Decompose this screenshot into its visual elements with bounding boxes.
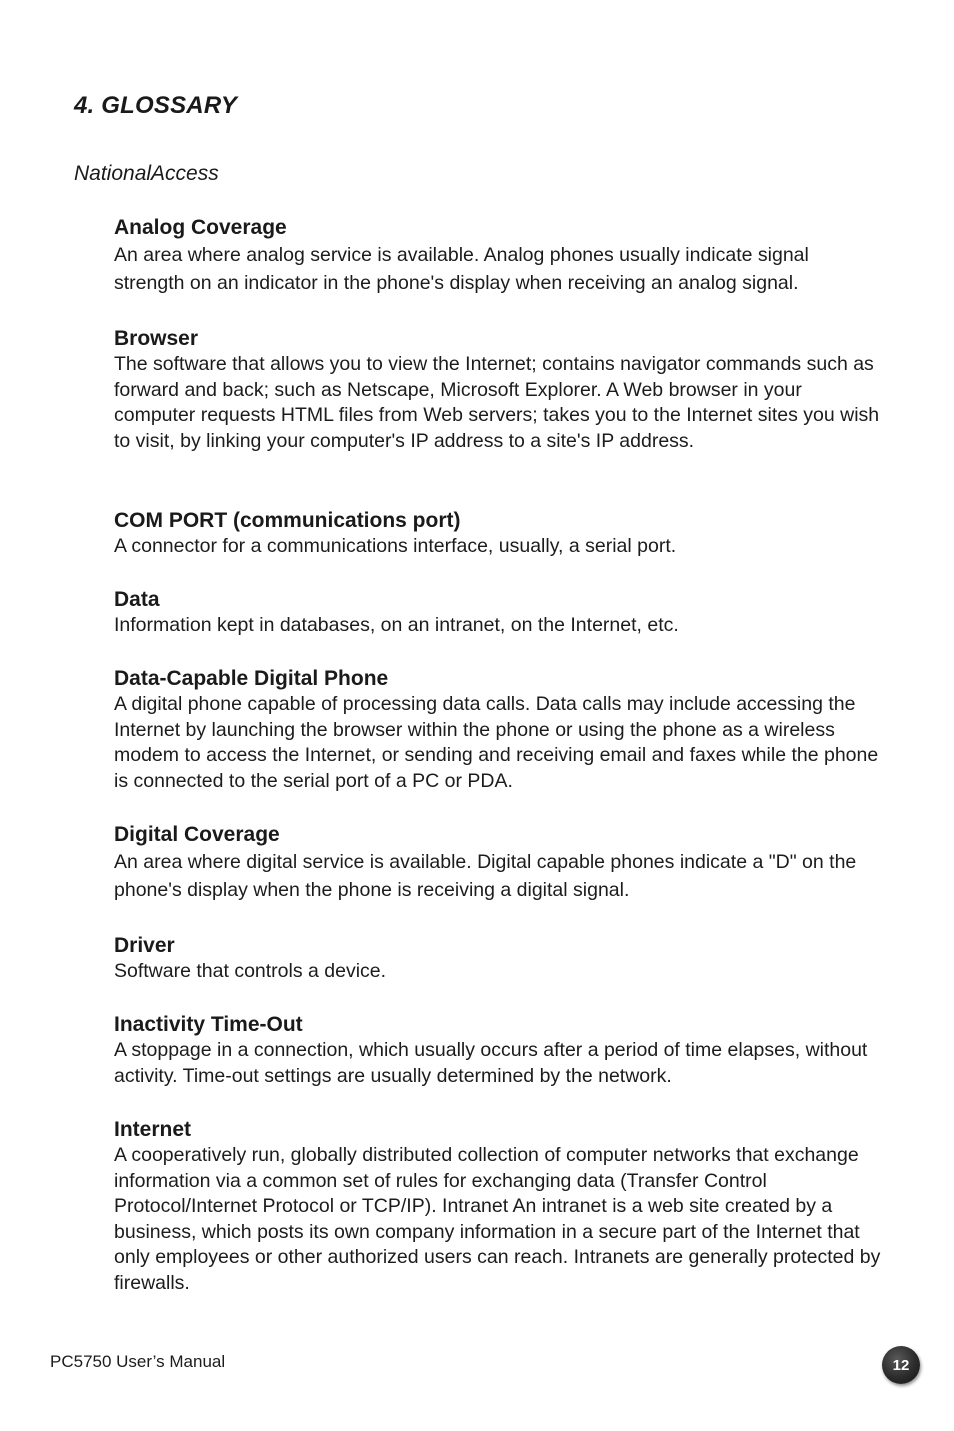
- glossary-definition: Information kept in databases, on an intranet, on the Internet, etc.: [114, 614, 679, 636]
- glossary-term: Data-Capable Digital Phone: [114, 667, 389, 690]
- glossary-term: Inactivity Time-Out: [114, 1013, 303, 1036]
- glossary-term: Analog Coverage: [114, 216, 287, 239]
- page-number-badge: 12: [882, 1346, 920, 1384]
- glossary-entry-analog-coverage: [114, 216, 884, 297]
- glossary-definition: A stoppage in a connection, which usually occurs after a period of time elapses, without activity. Time-out settings are usually determined by the network.: [114, 1039, 868, 1087]
- glossary-term: Internet: [114, 1118, 192, 1141]
- glossary-entry-com-port: [114, 509, 884, 560]
- glossary-entry-inactivity-time-out: [114, 1013, 884, 1089]
- glossary-entry-data: [114, 588, 884, 639]
- glossary-term: Digital Coverage: [114, 823, 280, 846]
- glossary-entry-internet: [114, 1118, 884, 1296]
- glossary-entry-digital-coverage: [114, 823, 884, 904]
- glossary-entry-browser: [114, 327, 884, 454]
- glossary-term: Browser: [114, 327, 199, 350]
- section-title: 4. GLOSSARY: [74, 92, 238, 119]
- glossary-entry-driver: [114, 934, 884, 985]
- glossary-entry-data-capable-digital-phone: [114, 667, 884, 794]
- glossary-definition: The software that allows you to view the Internet; contains navigator commands such as forward and back; such as Netscape, Microsoft Explorer. A Web browser in your computer requests HTML files from Web servers; takes you to the Internet sites you wish to visit, by linking your computer's IP address to a site's IP address.: [114, 353, 880, 452]
- section-subtitle: NationalAccess: [74, 162, 219, 185]
- glossary-definition: Software that controls a device.: [114, 960, 387, 982]
- glossary-definition: An area where digital service is available. Digital capable phones indicate a "D" on the phone's display when the phone is receiving a digital signal.: [114, 851, 857, 901]
- glossary-definition: A connector for a communications interface, usually, a serial port.: [114, 535, 677, 557]
- glossary-term: Driver: [114, 934, 175, 957]
- glossary-definition: A digital phone capable of processing data calls. Data calls may include accessing the Internet by launching the browser within the phone or using the phone as a wireless modem to access the Internet, or sending and receiving email and faxes while the phone is connected to the serial port of a PC or PDA.: [114, 693, 879, 792]
- glossary-term: COM PORT (communications port): [114, 509, 461, 532]
- glossary-term: Data: [114, 588, 160, 611]
- glossary-definition: An area where analog service is available. Analog phones usually indicate signal strength on an indicator in the phone's display when receiving an analog signal.: [114, 244, 809, 294]
- glossary-definition: A cooperatively run, globally distributed collection of computer networks that exchange information via a common set of rules for exchanging data (Transfer Control Protocol/Internet Protocol or TCP/IP). Intranet An intranet is a web site created by a business, which posts its own company information in a secure part of the Internet that only employees or other authorized users can reach. Intranets are generally protected by firewalls.: [114, 1144, 881, 1294]
- footer-manual-title: PC5750 User’s Manual: [50, 1352, 226, 1371]
